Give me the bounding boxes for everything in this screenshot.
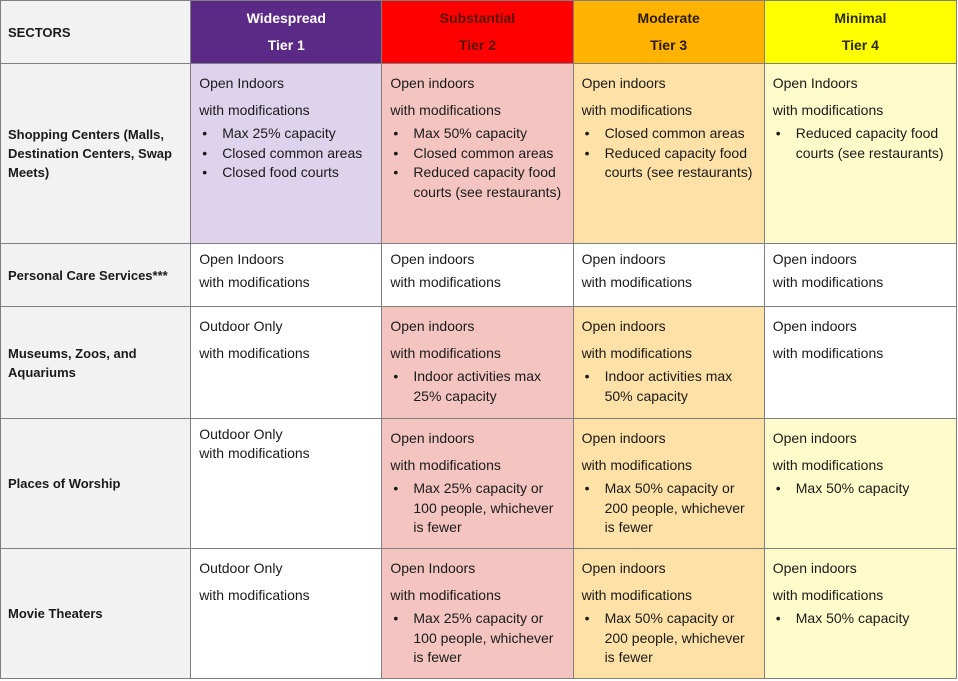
restriction-list <box>773 124 950 163</box>
tier-cell <box>382 419 573 549</box>
restriction-list <box>773 609 950 629</box>
restriction-list <box>199 124 375 183</box>
status-line: Open indoors <box>390 318 475 334</box>
tier-cell <box>191 549 382 679</box>
restriction-list <box>390 124 566 202</box>
restriction-item: • Max 50% capacity or 200 people, whichever is fewer <box>605 609 758 668</box>
restriction-list <box>390 609 566 668</box>
tier-cell <box>191 307 382 419</box>
modifier-line: with modifications <box>390 587 501 603</box>
restriction-list <box>582 367 758 406</box>
tier-cell <box>764 64 956 244</box>
modifier-line: with modifications <box>581 274 693 290</box>
tier-name: Minimal <box>834 10 887 26</box>
restriction-item: • Closed food courts <box>222 163 375 183</box>
tier-cell <box>573 64 764 244</box>
tier-number: Tier 3 <box>650 37 688 53</box>
tier-cell <box>191 244 382 307</box>
status-line: Outdoor Only <box>199 560 283 576</box>
status-line: Open indoors <box>772 560 857 576</box>
sector-label: Personal Care Services*** <box>1 244 191 307</box>
sector-label: Places of Worship <box>1 419 191 549</box>
status-line: Open indoors <box>581 318 666 334</box>
table-row <box>1 549 957 679</box>
restriction-item: • Max 50% capacity <box>796 609 950 629</box>
restriction-item: • Reduced capacity food courts (see restaurants) <box>796 124 950 163</box>
status-line: Open indoors <box>772 251 857 267</box>
restriction-item: • Max 25% capacity <box>222 124 375 144</box>
restriction-item: • Reduced capacity food courts (see restaurants) <box>605 144 758 183</box>
modifier-line: with modifications <box>581 102 693 118</box>
modifier-line: with modifications <box>581 457 693 473</box>
status-line: Open indoors <box>390 251 475 267</box>
status-line: Open Indoors <box>390 560 476 576</box>
modifier-line: with modifications <box>581 587 693 603</box>
table-row <box>1 307 957 419</box>
modifier-line: with modifications <box>772 457 884 473</box>
tier-header-widespread <box>191 1 382 64</box>
restriction-item: • Max 25% capacity or 100 people, whichever is fewer <box>413 609 566 668</box>
status-line: Open indoors <box>581 251 666 267</box>
modifier-line: with modifications <box>390 274 501 290</box>
modifier-line: with modifications <box>199 587 310 603</box>
tier-cell <box>764 549 956 679</box>
status-line: Open indoors <box>772 430 857 446</box>
modifier-line: with modifications <box>390 345 501 361</box>
tier-cell <box>382 64 573 244</box>
tier-cell <box>573 419 764 549</box>
tier-cell <box>573 549 764 679</box>
tier-header-moderate <box>573 1 764 64</box>
tier-header-substantial <box>382 1 573 64</box>
status-line: Outdoor Only <box>199 318 283 334</box>
modifier-line: with modifications <box>772 102 884 118</box>
modifier-line: with modifications <box>199 102 310 118</box>
status-line: Open indoors <box>390 430 475 446</box>
tier-name: Moderate <box>637 10 700 26</box>
tier-number: Tier 2 <box>458 37 497 53</box>
restriction-item: • Max 25% capacity or 100 people, whichever is fewer <box>413 479 566 538</box>
restriction-item: • Closed common areas <box>605 124 758 144</box>
tier-number: Tier 4 <box>841 37 879 53</box>
tier-cell <box>382 244 573 307</box>
modifier-line: with modifications <box>772 274 884 290</box>
restriction-list <box>582 124 758 183</box>
restriction-list <box>582 479 758 538</box>
restriction-item: • Max 50% capacity or 200 people, whichever is fewer <box>605 479 758 538</box>
modifier-line: with modifications <box>581 345 693 361</box>
tier-cell <box>764 419 956 549</box>
header-row <box>1 1 957 64</box>
status-line: Open Indoors <box>772 75 858 91</box>
restriction-list <box>390 367 566 406</box>
tier-header-minimal <box>764 1 956 64</box>
modifier-line: with modifications <box>199 345 310 361</box>
status-line: Open indoors <box>581 430 666 446</box>
status-line: Open indoors <box>772 318 857 334</box>
tier-cell <box>191 64 382 244</box>
tier-cell <box>764 307 956 419</box>
restriction-list <box>582 609 758 668</box>
tier-cell <box>382 549 573 679</box>
tier-cell <box>764 244 956 307</box>
tier-cell <box>382 307 573 419</box>
status-line: Open indoors <box>581 75 666 91</box>
restriction-item: • Max 50% capacity <box>796 479 950 499</box>
restriction-item: • Max 50% capacity <box>413 124 566 144</box>
sector-label: Museums, Zoos, and Aquariums <box>1 307 191 419</box>
restriction-item: • Indoor activities max 25% capacity <box>413 367 566 406</box>
modifier-line: with modifications <box>199 274 310 290</box>
restriction-item: • Indoor activities max 50% capacity <box>605 367 758 406</box>
sector-label: Shopping Centers (Malls, Destination Centers, Swap Meets) <box>1 64 191 244</box>
restriction-item: • Closed common areas <box>222 144 375 164</box>
tier-cell <box>191 419 382 549</box>
restriction-list <box>773 479 950 499</box>
sector-label: Movie Theaters <box>1 549 191 679</box>
restriction-item: • Closed common areas <box>413 144 566 164</box>
status-line: Open Indoors <box>199 75 285 91</box>
restriction-item: • Reduced capacity food courts (see restaurants) <box>413 163 566 202</box>
status-line: Open indoors <box>581 560 666 576</box>
status-line: Outdoor Only <box>199 426 283 442</box>
table-row <box>1 244 957 307</box>
tier-name: Substantial <box>439 10 516 26</box>
modifier-line: with modifications <box>390 457 501 473</box>
tier-cell <box>573 307 764 419</box>
modifier-line: with modifications <box>772 587 884 603</box>
restriction-list <box>390 479 566 538</box>
modifier-line: with modifications <box>772 345 884 361</box>
table-row <box>1 64 957 244</box>
table-row <box>1 419 957 549</box>
modifier-line: with modifications <box>390 102 501 118</box>
sectors-header: SECTORS <box>1 1 191 64</box>
tier-number: Tier 1 <box>267 37 305 53</box>
tier-cell <box>573 244 764 307</box>
status-line: Open indoors <box>390 75 475 91</box>
tier-name: Widespread <box>246 10 326 26</box>
modifier-line: with modifications <box>199 445 310 461</box>
status-line: Open Indoors <box>199 251 285 267</box>
